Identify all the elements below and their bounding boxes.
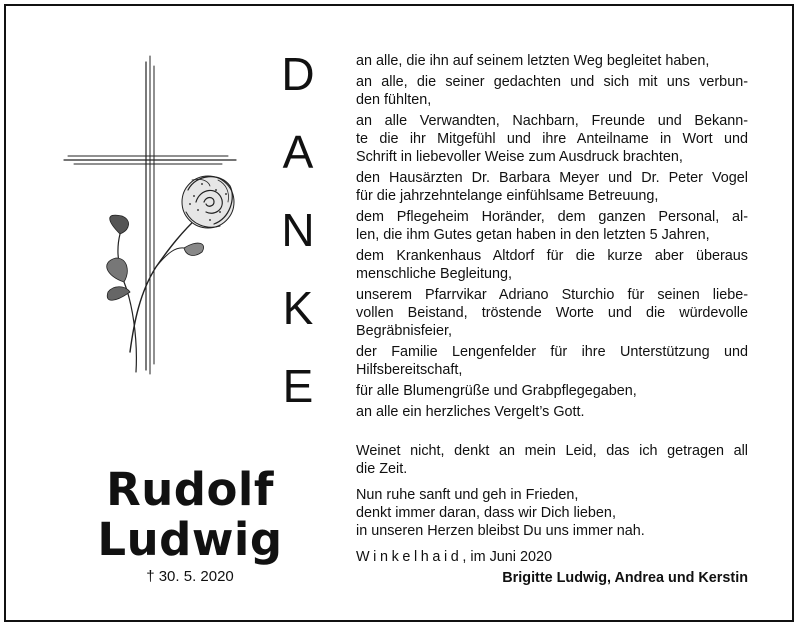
thanks-paragraph <box>356 208 748 244</box>
thanks-paragraph-line: an alle, die seiner gedachten und sich mit uns verbun- <box>356 74 748 90</box>
danke-letter-k: K <box>282 282 314 334</box>
verse-2-line: Nun ruhe sanft und geh in Frieden, <box>356 487 579 503</box>
thanks-paragraph-line: dem Krankenhaus Altdorf für die kurze aber überaus <box>356 248 748 264</box>
cross-with-rose-icon <box>60 52 250 382</box>
thanks-text <box>356 52 748 569</box>
danke-letter-a: A <box>282 126 314 178</box>
verse-2-line: denkt immer daran, dass wir Dich lieben, <box>356 505 616 521</box>
death-date: † 30. 5. 2020 <box>146 568 234 585</box>
thanks-paragraph-line: den Hausärzten Dr. Barbara Meyer und Dr. Peter Vogel <box>356 170 748 186</box>
thanks-paragraph-line: für die jahrzehntelange einfühlsame Betreuung, <box>356 188 659 204</box>
deceased-last-name: Ludwig <box>97 513 283 566</box>
verse-2 <box>356 486 748 540</box>
thanks-paragraph <box>356 247 748 283</box>
danke-letter-n: N <box>281 204 315 256</box>
thanks-paragraph-line: menschliche Begleitung, <box>356 266 512 282</box>
thanks-paragraph <box>356 403 748 421</box>
place: Winkelhaid <box>356 549 463 565</box>
verse-1-line: die Zeit. <box>356 461 408 477</box>
cross-rose-drawing <box>60 52 250 382</box>
thanks-paragraph-line: unserem Pfarrvikar Adriano Sturchio für seinen liebe- <box>356 287 748 303</box>
place-date <box>356 548 748 566</box>
thanks-paragraph-line: Begräbnisfeier, <box>356 323 452 339</box>
date: , im Juni 2020 <box>462 549 552 565</box>
danke-letter-e: E <box>282 360 314 412</box>
danke-heading <box>268 48 328 418</box>
thanks-paragraph-line: für alle Blumengrüße und Grabpflegegaben, <box>356 383 637 399</box>
thanks-paragraph-line: an alle ein herzliches Vergelt’s Gott. <box>356 404 585 420</box>
verse-2-line: in unseren Herzen bleibst Du uns immer nah. <box>356 523 645 539</box>
verse-1 <box>356 442 748 478</box>
thanks-paragraph <box>356 52 748 70</box>
thanks-paragraph <box>356 343 748 379</box>
thanks-paragraph-line: len, die ihm Gutes getan haben in den letzten 5 Jahren, <box>356 227 710 243</box>
thanks-paragraph-line: Hilfsbereitschaft, <box>356 362 463 378</box>
thanks-paragraph <box>356 169 748 205</box>
thanks-paragraph-line: den fühlten, <box>356 92 432 108</box>
thanks-paragraph <box>356 73 748 109</box>
thanks-paragraph-line: an alle, die ihn auf seinem letzten Weg begleitet haben, <box>356 53 710 69</box>
thanks-paragraph-line: vollen Beistand, tröstende Worte und die würdevolle <box>356 305 748 321</box>
signers: Brigitte Ludwig, Andrea und Kerstin <box>502 570 748 586</box>
deceased-first-name: Rudolf <box>106 463 274 516</box>
thanks-paragraph <box>356 286 748 340</box>
thanks-paragraph-line: an alle Verwandten, Nachbarn, Freunde und Bekann- <box>356 113 748 129</box>
verse-1-line: Weinet nicht, denkt an mein Leid, das ich getragen all <box>356 443 748 459</box>
thanks-paragraph-line: der Familie Lengenfelder für ihre Unterstützung und <box>356 344 748 360</box>
thanks-paragraph-line: Schrift in liebevoller Weise zum Ausdruck brachten, <box>356 149 683 165</box>
danke-letter-d: D <box>281 48 315 100</box>
thanks-paragraph-line: dem Pflegeheim Horänder, dem ganzen Personal, al- <box>356 209 748 225</box>
thanks-paragraph <box>356 112 748 166</box>
thanks-paragraph-line: te die ihr Mitgefühl und ihre Anteilname in Wort und <box>356 131 748 147</box>
thanks-list <box>356 52 748 421</box>
thanks-paragraph <box>356 382 748 400</box>
